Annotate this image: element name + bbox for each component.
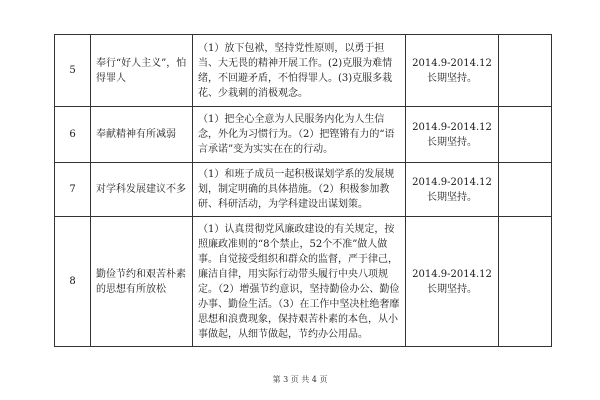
- row-number: 6: [55, 107, 91, 163]
- note-cell: [499, 217, 552, 347]
- measure-cell: （1）放下包袱，坚持党性原则，以勇于担当、大无畏的精神开展工作。(2)克服为难情绪，不回避矛盾，不怕得罪人。(3)克服多栽花、少栽刺的消极观念。: [193, 35, 406, 107]
- table-row: [55, 107, 552, 163]
- timeline-cell: 2014.9-2014.12 长期坚持。: [406, 217, 499, 347]
- note-cell: [499, 35, 552, 107]
- table-row: [55, 217, 552, 347]
- problem-cell: 奉献精神有所减弱: [91, 107, 193, 163]
- rectification-table: [54, 34, 552, 347]
- note-cell: [499, 163, 552, 217]
- row-number: 5: [55, 35, 91, 107]
- page-footer: 第 3 页 共 4 页: [272, 375, 328, 384]
- table-row: [55, 35, 552, 107]
- note-cell: [499, 107, 552, 163]
- row-number: 8: [55, 217, 91, 347]
- problem-cell: 勤俭节约和艰苦朴素的思想有所放松: [91, 217, 193, 347]
- measure-cell: （1）把全心全意为人民服务内化为人生信念，外化为习惯行为。（2）把铿锵有力的“语言承诺”变为实实在在的行动。: [193, 107, 406, 163]
- timeline-cell: 2014.9-2014.12 长期坚持。: [406, 107, 499, 163]
- row-number: 7: [55, 163, 91, 217]
- table-row: [55, 163, 552, 217]
- problem-cell: 奉行“好人主义”，怕得罪人: [91, 35, 193, 107]
- timeline-cell: 2014.9-2014.12 长期坚持。: [406, 163, 499, 217]
- measure-cell: （1）认真贯彻党风廉政建设的有关规定，按照廉政准则的“8个禁止，52个不准”做人做事。自觉接受组织和群众的监督，严于律己，廉洁自律，用实际行动带头履行中央八项规定。（2）增强节约意识，坚持勤俭办公、勤俭办事、勤俭生活。（3）在工作中坚决杜绝奢靡思想和浪费现象，保持艰苦朴素的本色，从小事做起，从细节做起，节约办公用品。: [193, 217, 406, 347]
- problem-cell: 对学科发展建议不多: [91, 163, 193, 217]
- timeline-cell: 2014.9-2014.12 长期坚持。: [406, 35, 499, 107]
- measure-cell: （1）和班子成员一起积极谋划学系的发展规划，制定明确的具体措施。（2）积极参加教研、科研活动，为学科建设出谋划策。: [193, 163, 406, 217]
